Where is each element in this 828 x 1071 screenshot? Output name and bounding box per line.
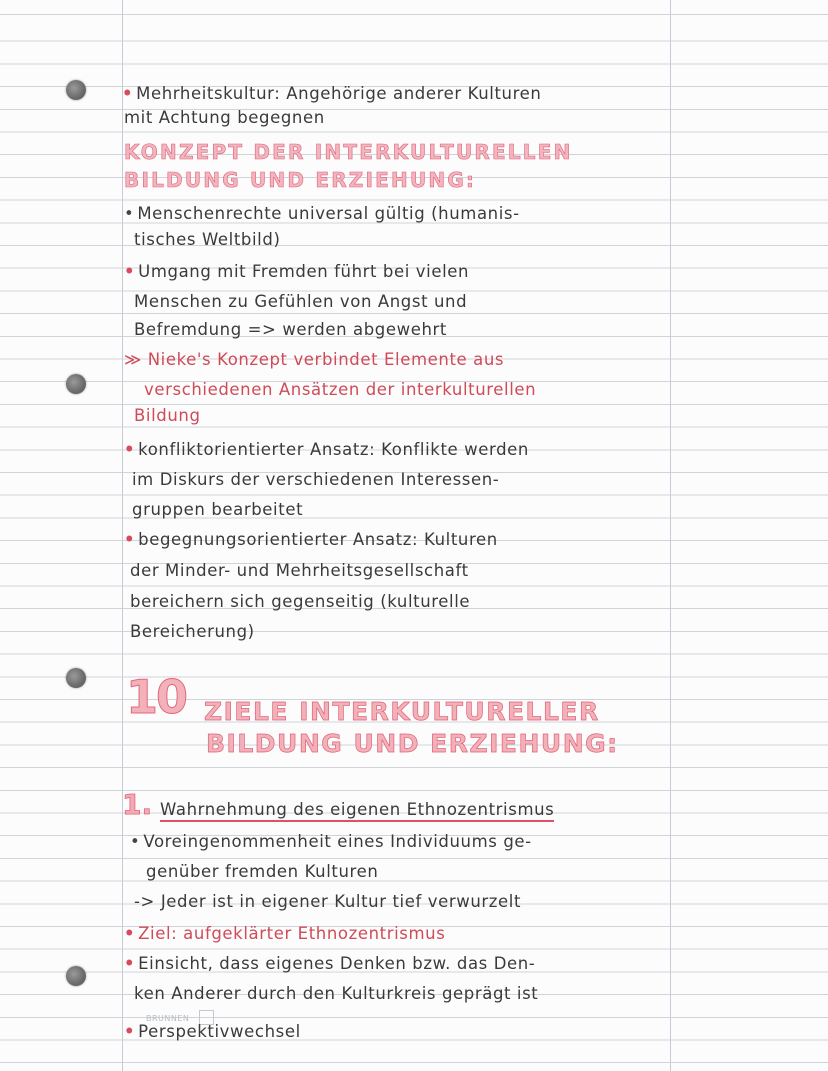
bullet-icon: • xyxy=(124,204,135,223)
bullet-icon: • xyxy=(124,954,136,973)
text-line: • Umgang mit Fremden führt bei vielen xyxy=(124,262,470,281)
text-line: der Minder- und Mehrheitsgesellschaft xyxy=(130,561,469,580)
right-margin-line xyxy=(670,0,671,1071)
bullet-icon: • xyxy=(124,262,136,281)
bullet-icon: • xyxy=(124,530,136,549)
goal-line: • Ziel: aufgeklärter Ethnozentrismus xyxy=(124,924,446,943)
text-line: • Mehrheitskultur: Angehörige anderer Kulturen xyxy=(122,84,542,103)
text-line: Bereicherung) xyxy=(130,622,255,641)
text-line: • Menschenrechte universal gültig (humanis- xyxy=(124,204,520,223)
red-text-line: Bildung xyxy=(134,406,201,425)
text-line: • konfliktorientierter Ansatz: Konflikte werden xyxy=(124,440,529,459)
section-number: 10 xyxy=(126,670,187,724)
item-title: Wahrnehmung des eigenen Ethnozentrismus xyxy=(160,800,554,820)
text-line: ken Anderer durch den Kulturkreis geprägt ist xyxy=(134,984,539,1003)
item-number: 1. xyxy=(122,788,153,821)
bullet-icon: • xyxy=(130,832,141,851)
bullet-icon: • xyxy=(124,1022,136,1041)
text-line: tisches Weltbild) xyxy=(134,230,281,249)
text-line: Befremdung => werden abgewehrt xyxy=(134,320,447,339)
bullet-icon: • xyxy=(122,84,134,103)
text-line: genüber fremden Kulturen xyxy=(146,862,379,881)
punch-hole xyxy=(66,668,86,688)
text-line: • begegnungsorientierter Ansatz: Kulturen xyxy=(124,530,498,549)
punch-hole xyxy=(66,80,86,100)
bullet-icon: • xyxy=(124,924,136,943)
section-heading: BILDUNG UND ERZIEHUNG: xyxy=(124,168,477,192)
text-line: • Einsicht, dass eigenes Denken bzw. das Den- xyxy=(124,954,536,973)
text-line: Menschen zu Gefühlen von Angst und xyxy=(134,292,468,311)
left-margin-line xyxy=(122,0,123,1071)
brand-stamp: BRUNNEN xyxy=(146,1014,190,1023)
section-heading: BILDUNG UND ERZIEHUNG: xyxy=(206,729,619,758)
punch-hole xyxy=(66,966,86,986)
bullet-icon: • xyxy=(124,440,136,459)
red-text-line: verschiedenen Ansätzen der interkulturellen xyxy=(144,380,537,399)
section-heading: KONZEPT DER INTERKULTURELLEN xyxy=(124,140,573,164)
text-line: mit Achtung begegnen xyxy=(124,108,325,127)
text-line: bereichern sich gegenseitig (kulturelle xyxy=(130,592,471,611)
red-text-line: ≫ Nieke's Konzept verbindet Elemente aus xyxy=(124,350,505,369)
text-line: im Diskurs der verschiedenen Interessen- xyxy=(132,470,500,489)
punch-hole xyxy=(66,374,86,394)
text-line: • Voreingenommenheit eines Individuums ge- xyxy=(130,832,532,851)
text-line: gruppen bearbeitet xyxy=(132,500,304,519)
text-line: • Perspektivwechsel xyxy=(124,1022,301,1041)
text-line: -> Jeder ist in eigener Kultur tief verwurzelt xyxy=(134,892,522,911)
section-heading: ZIELE INTERKULTURELLER xyxy=(204,697,600,726)
